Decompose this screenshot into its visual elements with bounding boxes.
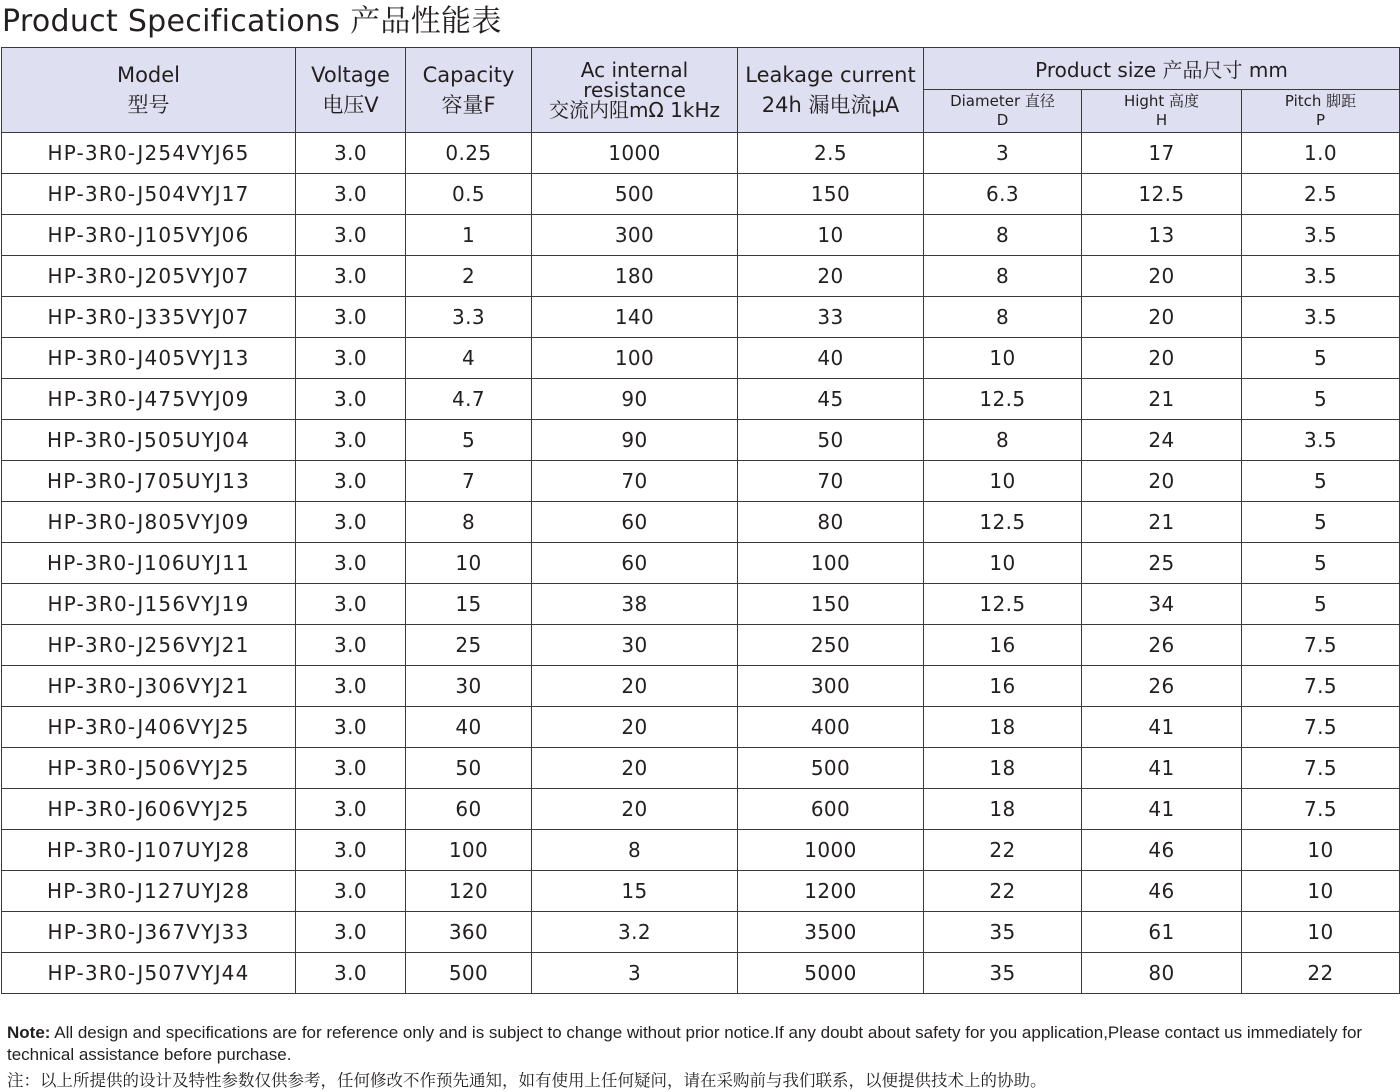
cell-voltage: 3.0	[296, 789, 406, 830]
cell-height: 21	[1082, 379, 1242, 420]
cell-diameter: 8	[924, 420, 1082, 461]
cell-resistance: 70	[532, 461, 738, 502]
cell-pitch: 10	[1242, 830, 1400, 871]
cell-diameter: 8	[924, 297, 1082, 338]
cell-capacity: 100	[406, 830, 532, 871]
cell-voltage: 3.0	[296, 666, 406, 707]
cell-voltage: 3.0	[296, 502, 406, 543]
cell-model: HP-3R0-J127UYJ28	[2, 871, 296, 912]
cell-model: HP-3R0-J507VYJ44	[2, 953, 296, 994]
cell-model: HP-3R0-J475VYJ09	[2, 379, 296, 420]
cell-pitch: 5	[1242, 543, 1400, 584]
note-cn: 注：以上所提供的设计及特性参数仅供参考，任何修改不作预先通知，如有使用上任何疑问，请在采购前与我们联系，以便提供技术上的协助。	[7, 1071, 1047, 1090]
cell-height: 12.5	[1082, 174, 1242, 215]
table-body	[2, 133, 1400, 994]
cell-height: 25	[1082, 543, 1242, 584]
cell-diameter: 18	[924, 748, 1082, 789]
cell-voltage: 3.0	[296, 461, 406, 502]
cell-voltage: 3.0	[296, 297, 406, 338]
cell-leakage: 300	[738, 666, 924, 707]
cell-model: HP-3R0-J106UYJ11	[2, 543, 296, 584]
cell-diameter: 16	[924, 666, 1082, 707]
header-model: Model 型号	[2, 48, 296, 133]
cell-voltage: 3.0	[296, 625, 406, 666]
cell-voltage: 3.0	[296, 871, 406, 912]
cell-leakage: 100	[738, 543, 924, 584]
header-resistance: Ac internal resistance 交流内阻mΩ 1kHz	[532, 48, 738, 133]
header-pitch: Pitch 脚距 P	[1242, 89, 1400, 132]
cell-pitch: 5	[1242, 379, 1400, 420]
cell-height: 20	[1082, 461, 1242, 502]
cell-voltage: 3.0	[296, 420, 406, 461]
cell-capacity: 10	[406, 543, 532, 584]
table-row	[2, 625, 1400, 666]
cell-capacity: 50	[406, 748, 532, 789]
cell-height: 41	[1082, 707, 1242, 748]
table-row	[2, 953, 1400, 994]
cell-resistance: 3	[532, 953, 738, 994]
cell-model: HP-3R0-J504VYJ17	[2, 174, 296, 215]
cell-leakage: 3500	[738, 912, 924, 953]
cell-height: 26	[1082, 625, 1242, 666]
cell-resistance: 100	[532, 338, 738, 379]
cell-voltage: 3.0	[296, 338, 406, 379]
cell-model: HP-3R0-J107UYJ28	[2, 830, 296, 871]
cell-pitch: 2.5	[1242, 174, 1400, 215]
table-row	[2, 174, 1400, 215]
table-row	[2, 830, 1400, 871]
cell-pitch: 5	[1242, 338, 1400, 379]
table-row	[2, 748, 1400, 789]
cell-voltage: 3.0	[296, 215, 406, 256]
cell-voltage: 3.0	[296, 543, 406, 584]
cell-height: 20	[1082, 338, 1242, 379]
cell-leakage: 33	[738, 297, 924, 338]
cell-resistance: 20	[532, 707, 738, 748]
table-row	[2, 379, 1400, 420]
cell-capacity: 25	[406, 625, 532, 666]
cell-height: 80	[1082, 953, 1242, 994]
cell-pitch: 1.0	[1242, 133, 1400, 174]
cell-leakage: 2.5	[738, 133, 924, 174]
cell-leakage: 45	[738, 379, 924, 420]
cell-capacity: 360	[406, 912, 532, 953]
header-leakage: Leakage current 24h 漏电流μA	[738, 48, 924, 133]
cell-pitch: 3.5	[1242, 215, 1400, 256]
cell-capacity: 60	[406, 789, 532, 830]
cell-resistance: 20	[532, 789, 738, 830]
table-row	[2, 420, 1400, 461]
cell-model: HP-3R0-J606VYJ25	[2, 789, 296, 830]
note-text: All design and specifications are for reference only and is subject to change without prior notice.If any doubt about safety for you application,Please contact us immediately for technical assistance before purchase.	[7, 1023, 1363, 1064]
cell-voltage: 3.0	[296, 379, 406, 420]
cell-model: HP-3R0-J367VYJ33	[2, 912, 296, 953]
cell-model: HP-3R0-J306VYJ21	[2, 666, 296, 707]
cell-voltage: 3.0	[296, 953, 406, 994]
cell-capacity: 4.7	[406, 379, 532, 420]
cell-model: HP-3R0-J254VYJ65	[2, 133, 296, 174]
cell-model: HP-3R0-J105VYJ06	[2, 215, 296, 256]
cell-height: 13	[1082, 215, 1242, 256]
cell-leakage: 1000	[738, 830, 924, 871]
cell-leakage: 150	[738, 174, 924, 215]
cell-resistance: 180	[532, 256, 738, 297]
cell-resistance: 60	[532, 502, 738, 543]
table-row	[2, 338, 1400, 379]
cell-resistance: 1000	[532, 133, 738, 174]
cell-pitch: 22	[1242, 953, 1400, 994]
cell-height: 20	[1082, 256, 1242, 297]
cell-height: 46	[1082, 871, 1242, 912]
cell-leakage: 50	[738, 420, 924, 461]
cell-diameter: 22	[924, 871, 1082, 912]
cell-resistance: 300	[532, 215, 738, 256]
header-product-size: Product size 产品尺寸 mm	[924, 48, 1400, 90]
cell-resistance: 20	[532, 666, 738, 707]
cell-resistance: 3.2	[532, 912, 738, 953]
cell-leakage: 80	[738, 502, 924, 543]
cell-model: HP-3R0-J335VYJ07	[2, 297, 296, 338]
header-capacity: Capacity 容量F	[406, 48, 532, 133]
table-row	[2, 297, 1400, 338]
cell-leakage: 400	[738, 707, 924, 748]
cell-height: 34	[1082, 584, 1242, 625]
cell-height: 61	[1082, 912, 1242, 953]
cell-diameter: 10	[924, 461, 1082, 502]
table-row	[2, 584, 1400, 625]
table-row	[2, 133, 1400, 174]
cell-leakage: 40	[738, 338, 924, 379]
cell-leakage: 10	[738, 215, 924, 256]
cell-model: HP-3R0-J405VYJ13	[2, 338, 296, 379]
cell-resistance: 8	[532, 830, 738, 871]
cell-leakage: 150	[738, 584, 924, 625]
cell-pitch: 7.5	[1242, 625, 1400, 666]
cell-height: 17	[1082, 133, 1242, 174]
cell-pitch: 10	[1242, 912, 1400, 953]
cell-pitch: 7.5	[1242, 707, 1400, 748]
table-row	[2, 789, 1400, 830]
table-row	[2, 461, 1400, 502]
cell-resistance: 38	[532, 584, 738, 625]
cell-voltage: 3.0	[296, 912, 406, 953]
cell-diameter: 35	[924, 953, 1082, 994]
cell-capacity: 30	[406, 666, 532, 707]
page-title: Product Specifications 产品性能表	[2, 4, 502, 39]
cell-resistance: 30	[532, 625, 738, 666]
table-row	[2, 543, 1400, 584]
cell-leakage: 1200	[738, 871, 924, 912]
cell-capacity: 4	[406, 338, 532, 379]
cell-model: HP-3R0-J256VYJ21	[2, 625, 296, 666]
cell-leakage: 250	[738, 625, 924, 666]
cell-diameter: 8	[924, 256, 1082, 297]
cell-pitch: 10	[1242, 871, 1400, 912]
cell-pitch: 3.5	[1242, 297, 1400, 338]
cell-leakage: 5000	[738, 953, 924, 994]
cell-diameter: 6.3	[924, 174, 1082, 215]
cell-diameter: 18	[924, 789, 1082, 830]
cell-capacity: 1	[406, 215, 532, 256]
cell-pitch: 3.5	[1242, 256, 1400, 297]
table-row	[2, 871, 1400, 912]
cell-model: HP-3R0-J705UYJ13	[2, 461, 296, 502]
cell-diameter: 8	[924, 215, 1082, 256]
cell-diameter: 35	[924, 912, 1082, 953]
cell-capacity: 5	[406, 420, 532, 461]
cell-pitch: 7.5	[1242, 666, 1400, 707]
cell-voltage: 3.0	[296, 584, 406, 625]
cell-height: 21	[1082, 502, 1242, 543]
cell-resistance: 90	[532, 379, 738, 420]
cell-pitch: 5	[1242, 461, 1400, 502]
cell-capacity: 0.25	[406, 133, 532, 174]
cell-pitch: 7.5	[1242, 748, 1400, 789]
cell-resistance: 140	[532, 297, 738, 338]
header-voltage: Voltage 电压V	[296, 48, 406, 133]
note-label: Note:	[7, 1023, 51, 1042]
table-row	[2, 215, 1400, 256]
cell-leakage: 70	[738, 461, 924, 502]
cell-voltage: 3.0	[296, 830, 406, 871]
cell-voltage: 3.0	[296, 707, 406, 748]
cell-resistance: 15	[532, 871, 738, 912]
cell-model: HP-3R0-J205VYJ07	[2, 256, 296, 297]
cell-resistance: 90	[532, 420, 738, 461]
cell-model: HP-3R0-J505UYJ04	[2, 420, 296, 461]
cell-capacity: 0.5	[406, 174, 532, 215]
cell-resistance: 60	[532, 543, 738, 584]
cell-diameter: 10	[924, 543, 1082, 584]
cell-diameter: 18	[924, 707, 1082, 748]
header-diameter: Diameter 直径 D	[924, 89, 1082, 132]
cell-height: 24	[1082, 420, 1242, 461]
table-row	[2, 256, 1400, 297]
cell-height: 41	[1082, 748, 1242, 789]
cell-capacity: 15	[406, 584, 532, 625]
cell-model: HP-3R0-J156VYJ19	[2, 584, 296, 625]
cell-voltage: 3.0	[296, 748, 406, 789]
cell-voltage: 3.0	[296, 256, 406, 297]
cell-diameter: 3	[924, 133, 1082, 174]
cell-height: 46	[1082, 830, 1242, 871]
cell-diameter: 16	[924, 625, 1082, 666]
cell-resistance: 500	[532, 174, 738, 215]
cell-model: HP-3R0-J506VYJ25	[2, 748, 296, 789]
cell-height: 41	[1082, 789, 1242, 830]
cell-model: HP-3R0-J805VYJ09	[2, 502, 296, 543]
cell-voltage: 3.0	[296, 133, 406, 174]
cell-model: HP-3R0-J406VYJ25	[2, 707, 296, 748]
table-header	[2, 48, 1400, 133]
note-en	[7, 1022, 1397, 1066]
cell-capacity: 3.3	[406, 297, 532, 338]
cell-diameter: 10	[924, 338, 1082, 379]
table-row	[2, 912, 1400, 953]
cell-diameter: 12.5	[924, 502, 1082, 543]
cell-diameter: 22	[924, 830, 1082, 871]
table-row	[2, 502, 1400, 543]
cell-height: 26	[1082, 666, 1242, 707]
cell-capacity: 40	[406, 707, 532, 748]
cell-resistance: 20	[532, 748, 738, 789]
cell-capacity: 120	[406, 871, 532, 912]
cell-capacity: 2	[406, 256, 532, 297]
table-row	[2, 666, 1400, 707]
cell-leakage: 20	[738, 256, 924, 297]
cell-pitch: 5	[1242, 584, 1400, 625]
table-row	[2, 707, 1400, 748]
cell-capacity: 7	[406, 461, 532, 502]
cell-diameter: 12.5	[924, 584, 1082, 625]
cell-pitch: 3.5	[1242, 420, 1400, 461]
cell-height: 20	[1082, 297, 1242, 338]
spec-table	[1, 47, 1400, 994]
cell-capacity: 500	[406, 953, 532, 994]
header-height: Hight 高度 H	[1082, 89, 1242, 132]
cell-leakage: 500	[738, 748, 924, 789]
cell-diameter: 12.5	[924, 379, 1082, 420]
cell-voltage: 3.0	[296, 174, 406, 215]
cell-leakage: 600	[738, 789, 924, 830]
cell-pitch: 7.5	[1242, 789, 1400, 830]
cell-pitch: 5	[1242, 502, 1400, 543]
cell-capacity: 8	[406, 502, 532, 543]
